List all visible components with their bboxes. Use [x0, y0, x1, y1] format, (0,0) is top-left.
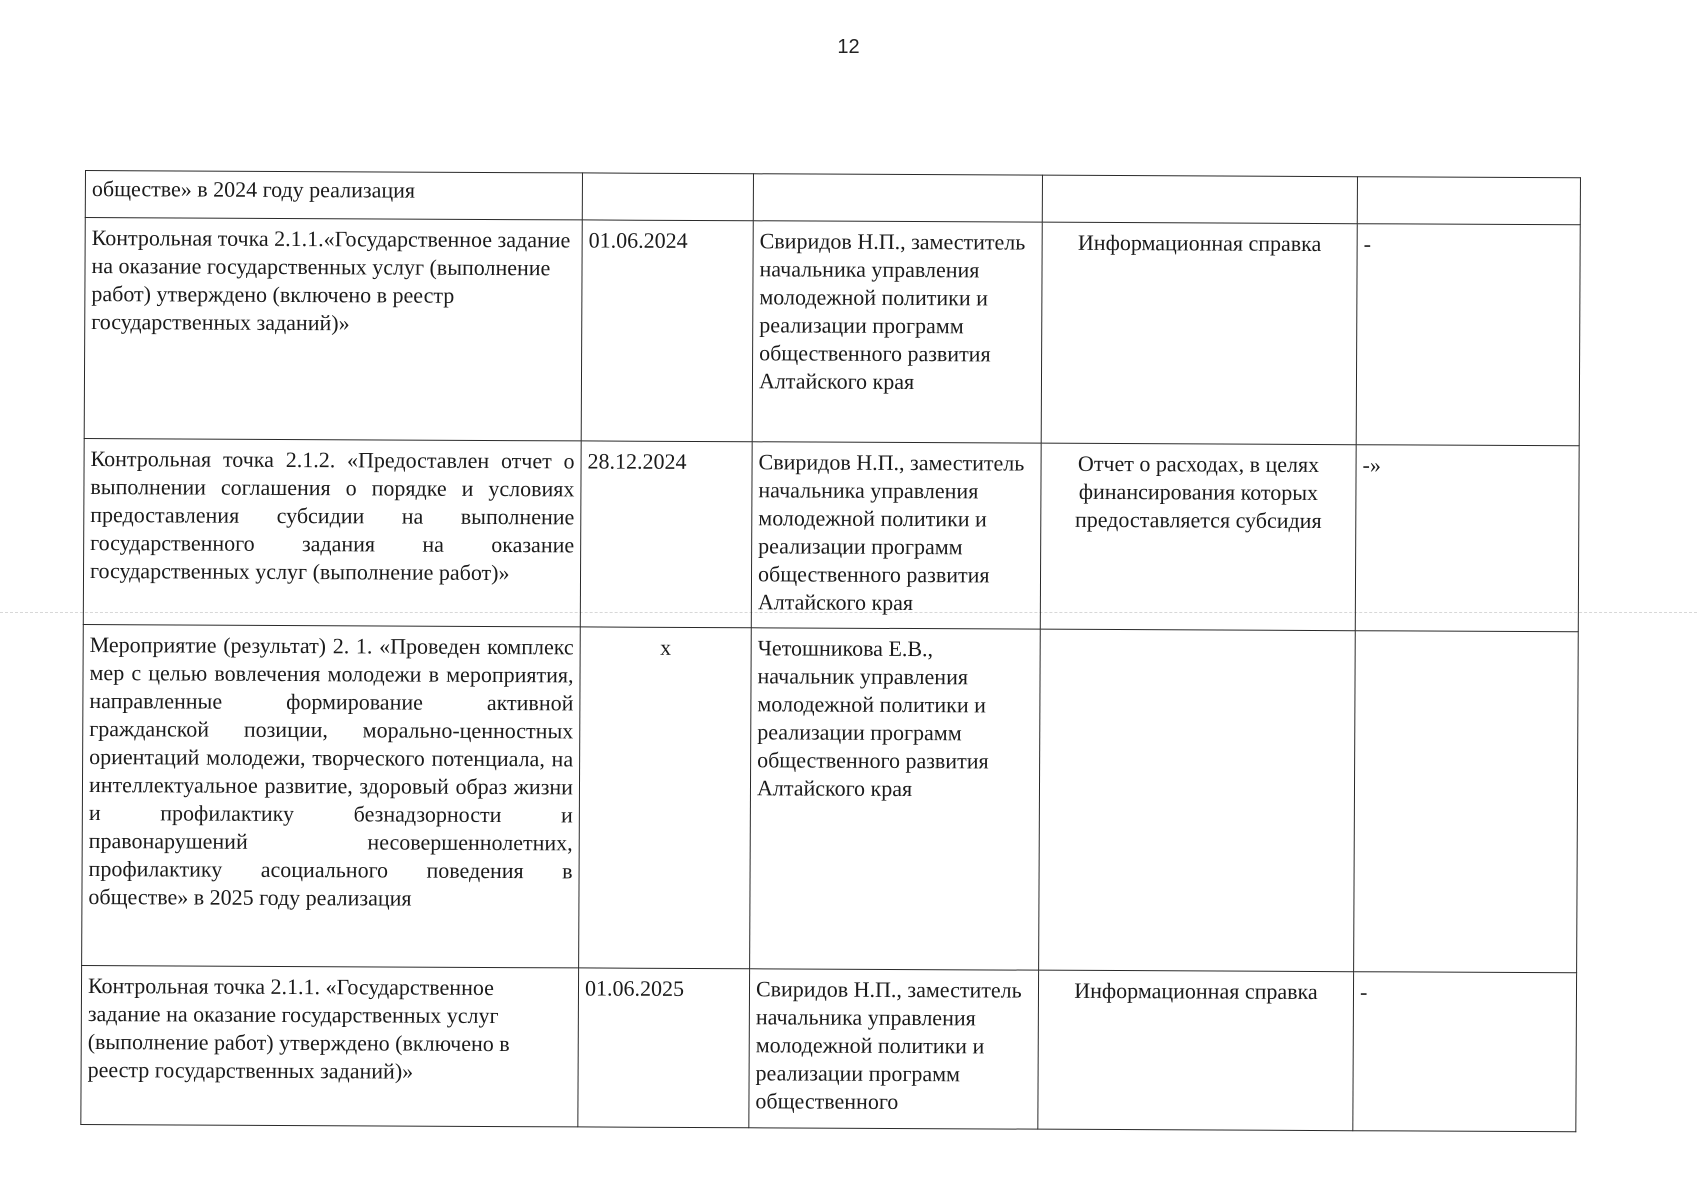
plan-table — [80, 170, 1581, 1132]
cell-note: - — [1356, 224, 1580, 446]
cell-date: 28.12.2024 — [580, 441, 752, 628]
cell-note: - — [1353, 972, 1577, 1132]
cell-document — [1042, 175, 1357, 224]
cell-name: Мероприятие (результат) 2. 1. «Проведен комплекс мер с целью вовлечения молодежи в мероприятия, направленные формирование активной гражданской позиции, морально-ценностных ориентаций молодежи, творческого потенциала, на интеллектуальное развитие, здоровый образ жизни и профилактику безнадзорности и правонарушений несовершеннолетних, профилактику асоциального поведения в обществе» в 2025 году реализация — [82, 624, 581, 967]
table-row — [82, 624, 1579, 972]
table-row — [83, 438, 1579, 631]
page-number: 12 — [837, 36, 860, 58]
cell-responsible: Четошникова Е.В., начальник управления молодежной политики и реализации программ общественного развития Алтайского края — [750, 628, 1041, 970]
cell-date: x — [579, 627, 752, 969]
cell-document — [1039, 629, 1356, 972]
cell-document: Информационная справка — [1041, 222, 1357, 445]
table-row — [84, 218, 1580, 446]
cell-name: Контрольная точка 2.1.1. «Государственное задание на оказание государственных услуг (выполнение работ) утверждено (включено в реестр государственных заданий)» — [81, 965, 579, 1126]
cell-document: Информационная справка — [1038, 970, 1354, 1131]
cell-note — [1357, 177, 1580, 225]
cell-name: Контрольная точка 2.1.2. «Предоставлен отчет о выполнении соглашения о порядке и условиях предоставления субсидии на выполнение государственного задания на оказание государственных услуг (выполнение работ)» — [83, 438, 581, 626]
table-row — [81, 965, 1577, 1131]
cell-name: обществе» в 2024 году реализация — [85, 171, 582, 220]
cell-responsible: Свиридов Н.П., заместитель начальника управления молодежной политики и реализации программ общественного развития Алтайского края — [752, 221, 1042, 443]
cell-note — [1354, 631, 1579, 973]
cell-date — [582, 173, 753, 221]
cell-note: -» — [1355, 445, 1579, 632]
cell-responsible — [753, 174, 1042, 222]
cell-date: 01.06.2024 — [581, 220, 753, 442]
cell-responsible: Свиридов Н.П., заместитель начальника управления молодежной политики и реализации программ общественного развития Алтайского края — [751, 442, 1041, 629]
table-row — [85, 171, 1580, 225]
cell-date: 01.06.2025 — [578, 968, 750, 1128]
cell-responsible: Свиридов Н.П., заместитель начальника управления молодежной политики и реализации программ общественного — [749, 969, 1039, 1129]
cell-document: Отчет о расходах, в целях финансирования которых предоставляется субсидия — [1040, 443, 1356, 631]
cell-name: Контрольная точка 2.1.1.«Государственное задание на оказание государственных услуг (выполнение работ) утверждено (включено в реестр государственных заданий)» — [84, 218, 582, 441]
